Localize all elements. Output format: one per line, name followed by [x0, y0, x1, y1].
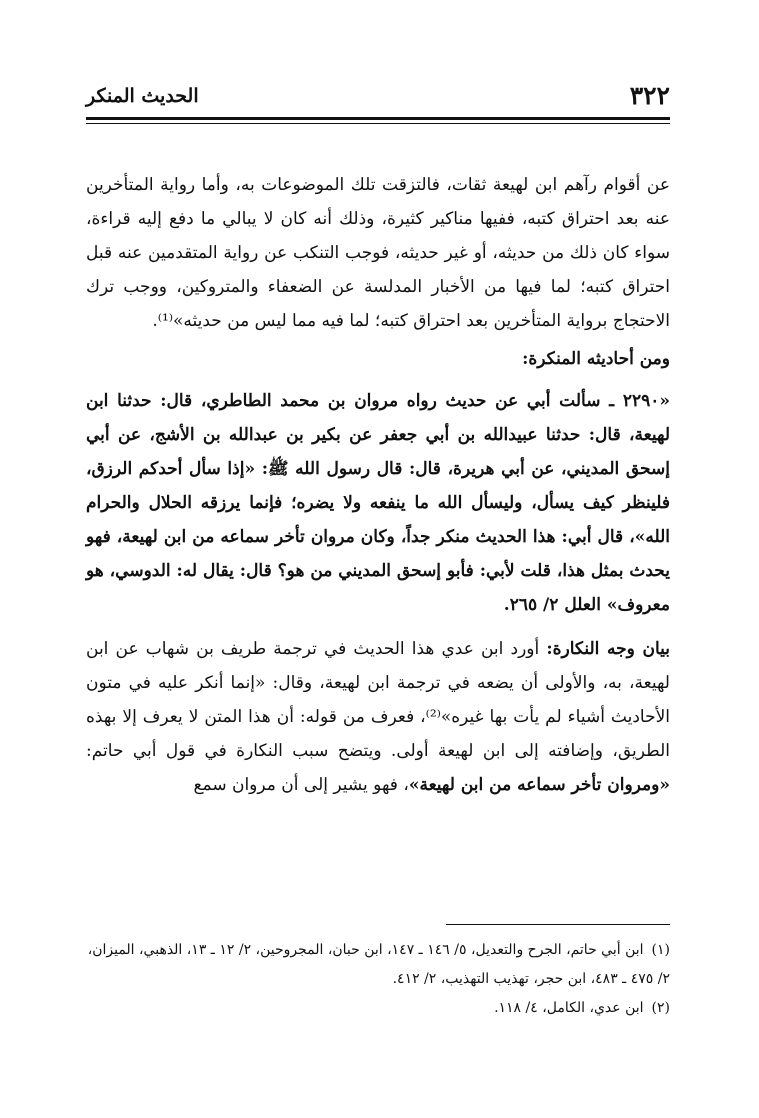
page-number: ٣٢٢	[629, 81, 670, 110]
bayan-text-1: أورد ابن عدي هذا الحديث في ترجمة طريف بن شهاب عن ابن لهيعة، به، والأولى أن يضعه في ترجمة ابن لهيعة، وقال: «إنما أنكر عليه في متون الأحاديث أشياء لم يأت بها غيره»⁽²⁾، فعرف من قوله: أن هذا المتن لا يعرف إلا بهذه الطريق، وإضافته إلى ابن لهيعة أولى. ويتضح سبب النكارة في قول أبي حاتم:	[86, 639, 671, 761]
footnote-2	[86, 994, 670, 1023]
footnote-2-text: ابن عدي، الكامل، ٤/ ١١٨.	[494, 1000, 644, 1016]
bayan-text-2: ، فهو يشير إلى أن مروان سمع	[193, 775, 409, 795]
page-header	[86, 80, 670, 112]
paragraph-ibn-hibban-quote: عن أقوام رآهم ابن لهيعة ثقات، فالتزقت تلك الموضوعات به، وأما رواية المتأخرين عنه بعد احتراق كتبه، ففيها مناكير كثيرة، وذلك أنه كان لا يبالي ما دفع إليه قراءة، سواء كان ذلك من حديثه، أو غير حديثه، فوجب التنكب عن رواية المتقدمين عنه قبل احتراق كتبه؛ لما فيها من الأخبار المدلسة عن الضعفاء والمتروكين، ووجب ترك الاحتجاج برواية المتأخرين بعد احتراق كتبه؛ لما فيه مما ليس من حديثه»⁽¹⁾.	[86, 175, 670, 331]
main-text	[86, 168, 670, 802]
footnote-separator	[446, 924, 670, 925]
footnotes	[86, 936, 670, 1023]
footnote-1-number: (١)	[651, 942, 670, 958]
header-rule-thick	[86, 117, 670, 120]
hadith-2290: «٢٢٩٠ ـ سألت أبي عن حديث رواه مروان بن محمد الطاطري، قال: حدثنا ابن لهيعة، قال: حدثنا عبيدالله بن أبي جعفر عن بكير بن عبدالله بن الأشج، عن أبي إسحق المديني، عن أبي هريرة، قال: قال رسول الله ﷺ: «إذا سأل أحدكم الرزق، فلينظر كيف يسأل، وليسأل الله ما ينفعه ولا يضره؛ فإنما يرزقه الحلال والحرام الله»، قال أبي: هذا الحديث منكر جداً، وكان مروان تأخر سماعه من ابن لهيعة، فهو يحدث بمثل هذا، قلت لأبي: فأبو إسحق المديني من هو؟ قال: يقال له: الدوسي، هو معروف» العلل ٢/ ٢٦٥.	[86, 391, 670, 615]
section-heading: ومن أحاديثه المنكرة:	[522, 349, 670, 369]
running-title: الحديث المنكر	[86, 85, 199, 107]
bayan-label: بيان وجه النكارة:	[546, 639, 670, 659]
footnote-1	[86, 936, 670, 994]
footnote-1-text: ابن أبي حاتم، الجرح والتعديل، ٥/ ١٤٦ ـ ١٤٧، ابن حبان، المجروحين، ٢/ ١٢ ـ ١٣، الذهبي، الميزان، ٢/ ٤٧٥ ـ ٤٨٣، ابن حجر، تهذيب التهذيب، ٢/ ٤١٢.	[87, 942, 670, 987]
paragraph-bayan	[86, 632, 670, 802]
header-rule-thin	[86, 123, 670, 124]
footnote-2-number: (٢)	[651, 1000, 670, 1016]
bayan-quote: «ومروان تأخر سماعه من ابن لهيعة»	[408, 775, 670, 795]
